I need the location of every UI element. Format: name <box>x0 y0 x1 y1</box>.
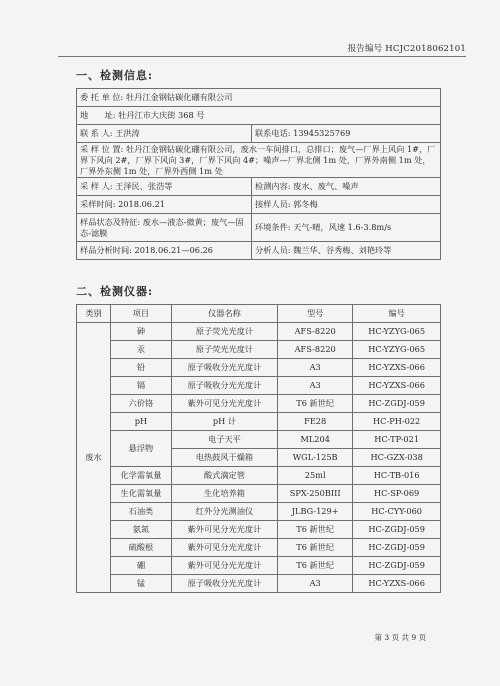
instrument-cell: 原子荧光光度计 <box>171 323 277 341</box>
analysis-time-label: 样品分析时间: <box>80 245 132 255</box>
instrument-cell: 酸式滴定管 <box>171 467 277 485</box>
table-row <box>77 521 441 539</box>
content-cell <box>252 178 441 196</box>
number-cell: HC-ZGDJ-059 <box>353 521 441 539</box>
model-cell: ML204 <box>278 431 353 449</box>
instrument-cell: 原子荧光光度计 <box>171 341 277 359</box>
item-cell: 锰 <box>111 575 172 593</box>
model-cell: T6 新世纪 <box>278 539 353 557</box>
number-cell: HC-YZXS-066 <box>353 359 441 377</box>
section2-title: 二、检测仪器: <box>76 285 154 298</box>
client-value: 牡丹江金钢钻碳化硼有限公司 <box>125 92 233 102</box>
analysts-label: 分析人员: <box>255 245 291 255</box>
sampler-cell <box>77 178 252 196</box>
address-value: 牡丹江市大庆街 368 号 <box>118 110 205 120</box>
item-cell: pH <box>111 413 172 431</box>
sampling-site-row <box>77 143 441 178</box>
date-label: 采样时间: <box>80 199 116 209</box>
instrument-cell: 生化培养箱 <box>171 485 277 503</box>
contact-cell <box>77 125 252 143</box>
instrument-cell: 电热鼓风干燥箱 <box>171 449 277 467</box>
number-cell: HC-YZYG-065 <box>353 323 441 341</box>
model-cell: T6 新世纪 <box>278 395 353 413</box>
table-row <box>77 503 441 521</box>
sampler-label: 采 样 人: <box>80 181 113 191</box>
model-cell: JLBG-129+ <box>278 503 353 521</box>
phone-cell <box>252 125 441 143</box>
item-cell: 六价铬 <box>111 395 172 413</box>
address-label: 地 址: <box>80 110 116 120</box>
contact-label: 联 系 人: <box>80 128 113 138</box>
item-cell: 镉 <box>111 377 172 395</box>
instrument-cell: pH 计 <box>171 413 277 431</box>
instrument-cell: 原子吸收分光光度计 <box>171 377 277 395</box>
detection-info-table <box>76 88 441 260</box>
model-cell: FE28 <box>278 413 353 431</box>
table-row <box>77 395 441 413</box>
model-cell: A3 <box>278 575 353 593</box>
content-value: 废水、废气、噪声 <box>293 181 359 191</box>
env-value: 天气-晴，风速 1.6-3.8m/s <box>293 222 392 232</box>
table-row <box>77 485 441 503</box>
table-row <box>77 467 441 485</box>
header-model: 型号 <box>278 305 353 323</box>
number-cell: HC-YZXS-066 <box>353 377 441 395</box>
number-cell: HC-TP-021 <box>353 431 441 449</box>
item-cell: 汞 <box>111 341 172 359</box>
env-cell <box>252 214 441 242</box>
client-label: 委 托 单 位: <box>80 92 124 102</box>
item-cell: 砷 <box>111 323 172 341</box>
state-cell <box>77 214 252 242</box>
number-cell: HC-SP-069 <box>353 485 441 503</box>
receiver-label: 接样人员: <box>255 199 291 209</box>
sampler-value: 王泽民、张浩等 <box>115 181 173 191</box>
table-row <box>77 413 441 431</box>
analysts-value: 魏兰华、谷秀梅、刘艳玲等 <box>293 245 392 255</box>
header-divider <box>58 56 466 57</box>
date-value: 2018.06.21 <box>118 199 166 209</box>
contact-value: 王洪涛 <box>115 128 140 138</box>
header-number: 编号 <box>353 305 441 323</box>
table-row <box>77 575 441 593</box>
phone-label: 联系电话: <box>255 128 291 138</box>
model-cell: AFS-8220 <box>278 341 353 359</box>
sampling-site-value: 牡丹江金钢钻碳化硼有限公司，废水一车间排口，总排口；废气—厂界上风向 1#，厂界下风向 2#，厂界下风向 3#，厂界下风向 4#；噪声—厂界北侧 1m 处，厂界外南侧 1m 处，厂界外东侧 1m 处，厂界外西侧 1m 处 <box>80 143 436 176</box>
item-cell: 铅 <box>111 359 172 377</box>
item-cell: 悬浮物 <box>111 431 172 467</box>
model-cell: WGL-125B <box>278 449 353 467</box>
number-cell: HC-ZGDJ-059 <box>353 395 441 413</box>
analysts-cell <box>252 242 441 260</box>
sampling-site-label: 采 样 位 置: <box>80 143 124 154</box>
table-row <box>77 377 441 395</box>
page-number: 第 3 页 共 9 页 <box>374 633 426 642</box>
phone-value: 13945325769 <box>293 128 351 138</box>
header-item: 项目 <box>111 305 172 323</box>
number-cell: HC-YZYG-065 <box>353 341 441 359</box>
state-value: 废水—液态-微黄；废气—固态-滤膜 <box>80 216 244 238</box>
item-cell: 硼 <box>111 557 172 575</box>
date-cell <box>77 196 252 214</box>
instrument-cell: 原子吸收分光光度计 <box>171 575 277 593</box>
model-cell: T6 新世纪 <box>278 521 353 539</box>
instrument-cell: 原子吸收分光光度计 <box>171 359 277 377</box>
table-row <box>77 323 441 341</box>
model-cell: A3 <box>278 377 353 395</box>
number-cell: HC-PH-022 <box>353 413 441 431</box>
report-number: 报告编号 HCJC2018062101 <box>347 44 466 54</box>
number-cell: HC-GZX-038 <box>353 449 441 467</box>
analysis-time-value: 2018.06.21—06.26 <box>134 245 214 255</box>
table-row <box>77 341 441 359</box>
model-cell: SPX-250BIII <box>278 485 353 503</box>
instrument-table <box>76 304 441 593</box>
table-row <box>77 539 441 557</box>
item-cell: 石油类 <box>111 503 172 521</box>
number-cell: HC-CYY-060 <box>353 503 441 521</box>
item-cell: 氨氮 <box>111 521 172 539</box>
model-cell: AFS-8220 <box>278 323 353 341</box>
instrument-cell: 紫外可见分光光度计 <box>171 539 277 557</box>
model-cell: T6 新世纪 <box>278 557 353 575</box>
model-cell: 25ml <box>278 467 353 485</box>
model-cell: A3 <box>278 359 353 377</box>
env-label: 环境条件: <box>255 222 291 232</box>
table-row <box>77 359 441 377</box>
header-instrument: 仪器名称 <box>171 305 277 323</box>
section1-title: 一、检测信息: <box>76 69 154 82</box>
instrument-table-header <box>77 305 441 323</box>
number-cell: HC-TB-016 <box>353 467 441 485</box>
number-cell: HC-ZGDJ-059 <box>353 539 441 557</box>
content-label: 检测内容: <box>255 181 291 191</box>
header-category: 类别 <box>77 305 111 323</box>
receiver-value: 郭冬梅 <box>293 199 318 209</box>
state-label: 样品状态及特征: <box>80 216 141 227</box>
item-cell: 硫酸根 <box>111 539 172 557</box>
category-cell: 废水 <box>77 323 111 593</box>
address-row <box>77 107 441 125</box>
instrument-cell: 紫外可见分光光度计 <box>171 557 277 575</box>
client-row <box>77 89 441 107</box>
instrument-cell: 电子天平 <box>171 431 277 449</box>
receiver-cell <box>252 196 441 214</box>
instrument-cell: 红外分光测油仪 <box>171 503 277 521</box>
number-cell: HC-ZGDJ-059 <box>353 557 441 575</box>
number-cell: HC-YZXS-066 <box>353 575 441 593</box>
item-cell: 化学需氧量 <box>111 467 172 485</box>
table-row <box>77 557 441 575</box>
table-row <box>77 431 441 449</box>
instrument-cell: 紫外可见分光光度计 <box>171 521 277 539</box>
analysis-time-cell <box>77 242 252 260</box>
item-cell: 生化需氧量 <box>111 485 172 503</box>
instrument-cell: 紫外可见分光光度计 <box>171 395 277 413</box>
